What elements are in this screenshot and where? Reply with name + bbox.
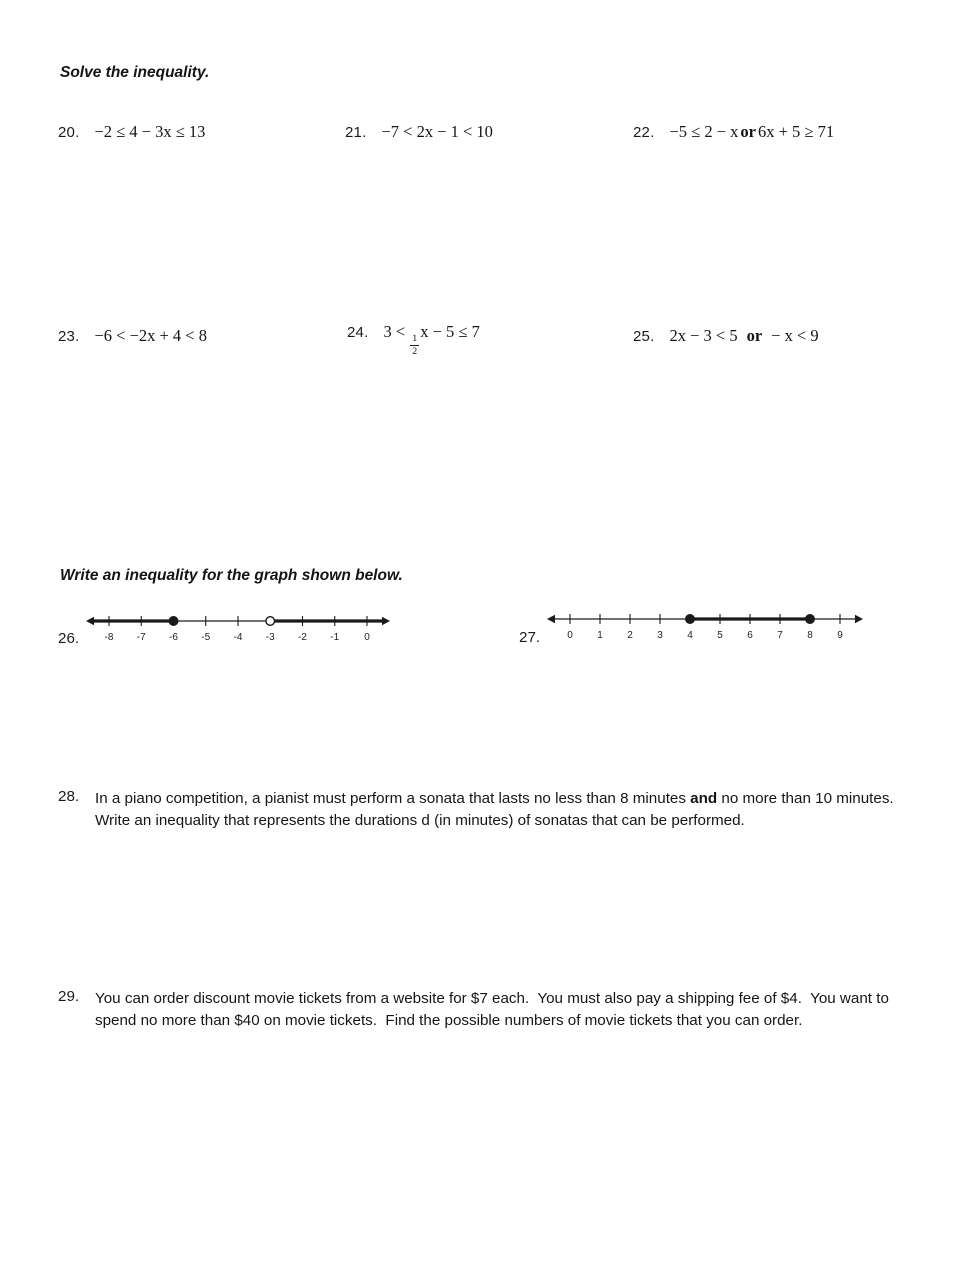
svg-text:9: 9	[837, 630, 843, 641]
fraction-numerator: 1	[412, 333, 418, 345]
problem-21-expression: −7 < 2x − 1 < 10	[381, 122, 493, 141]
problem-29-text: You can order discount movie tickets from a website for $7 each. You must also pay a shipping fee of $4. You want to spend no more than $40 on movie tickets. Find the possible numbers of movie tickets that you can order.	[95, 990, 894, 1029]
problem-23-expression: −6 < −2x + 4 < 8	[94, 326, 207, 345]
problem-28-text	[95, 788, 913, 832]
svg-text:5: 5	[717, 630, 723, 641]
problem-27-number: 27.	[519, 629, 541, 646]
or-connector: or	[740, 122, 756, 141]
expression-right: 6x + 5 ≥ 71	[757, 122, 835, 141]
problem-25-expression	[669, 326, 818, 346]
text-part: no more than 10 minutes. Write an inequality that represents the durations d (in minutes) of sonatas that can be performed.	[95, 790, 903, 829]
section-heading-write: Write an inequality for the graph shown below.	[60, 567, 403, 584]
problem-23-number: 23.	[58, 328, 80, 345]
svg-text:-4: -4	[233, 632, 243, 643]
problem-25-number: 25.	[633, 328, 655, 345]
svg-text:-3: -3	[265, 632, 275, 643]
problem-21	[345, 122, 493, 142]
problem-20	[58, 122, 205, 142]
problem-29	[58, 988, 913, 1032]
svg-text:6: 6	[747, 630, 753, 641]
problem-24	[347, 322, 480, 357]
svg-text:2: 2	[627, 630, 633, 641]
svg-text:-6: -6	[169, 632, 178, 643]
expression-right: − x < 9	[771, 326, 819, 345]
number-line-graph-26	[83, 608, 393, 646]
bold-and: and	[690, 790, 718, 807]
problem-28-number: 28.	[58, 788, 80, 805]
problem-24-number: 24.	[347, 324, 369, 341]
svg-text:8: 8	[807, 630, 813, 641]
problem-28	[58, 788, 913, 832]
svg-text:-1: -1	[330, 632, 340, 643]
fraction-one-half	[410, 333, 419, 356]
svg-text:-7: -7	[136, 632, 146, 643]
problem-20-expression: −2 ≤ 4 − 3x ≤ 13	[94, 122, 206, 141]
expression-left: 2x − 3 < 5	[669, 326, 738, 345]
svg-text:7: 7	[777, 630, 783, 641]
svg-text:-8: -8	[104, 632, 114, 643]
svg-text:1: 1	[597, 630, 603, 641]
problem-29-number: 29.	[58, 988, 80, 1005]
problem-21-number: 21.	[345, 124, 367, 141]
svg-text:3: 3	[657, 630, 663, 641]
problem-26-number: 26.	[58, 630, 80, 647]
number-line-graph-27	[544, 606, 866, 644]
svg-text:0: 0	[364, 632, 370, 643]
expression-left: −5 ≤ 2 − x	[669, 122, 739, 141]
or-connector: or	[746, 326, 763, 345]
problem-23	[58, 326, 207, 346]
svg-text:-2: -2	[298, 632, 307, 643]
svg-text:4: 4	[687, 630, 693, 641]
problem-22-number: 22.	[633, 124, 655, 141]
problem-24-expression	[383, 322, 479, 357]
svg-text:0: 0	[567, 630, 573, 641]
problem-22	[633, 122, 834, 142]
fraction-denominator: 2	[412, 345, 418, 357]
svg-text:-5: -5	[201, 632, 211, 643]
text-part: In a piano competition, a pianist must perform a sonata that lasts no less than 8 minutes	[95, 790, 691, 807]
section-heading-solve: Solve the inequality.	[60, 64, 210, 81]
expression-left: 3 <	[383, 322, 410, 341]
problem-20-number: 20.	[58, 124, 80, 141]
expression-right: x − 5 ≤ 7	[420, 322, 480, 341]
problem-22-expression	[669, 122, 834, 142]
problem-25	[633, 326, 819, 346]
